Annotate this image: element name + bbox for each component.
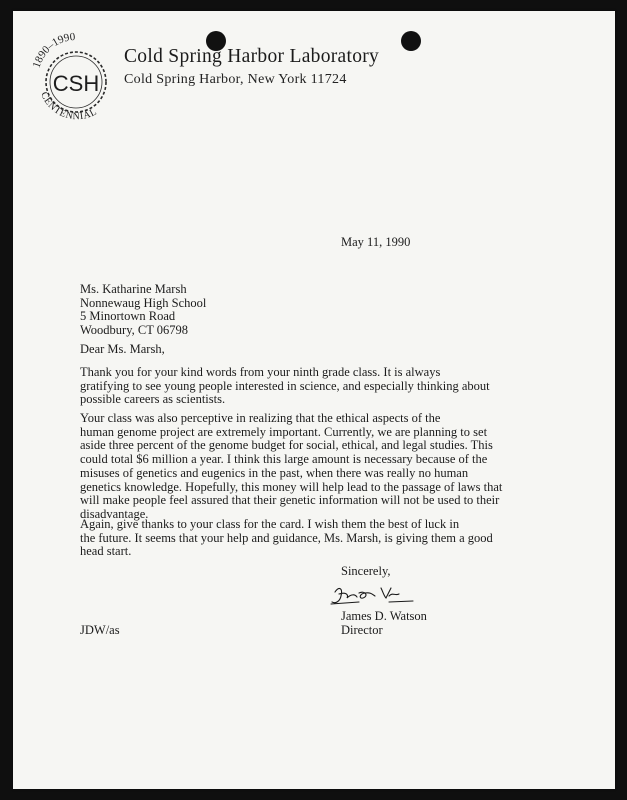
recipient-line: Ms. Katharine Marsh xyxy=(80,282,187,296)
body-paragraph: Again, give thanks to your class for the card. I wish them the best of luck in the future. It seems that your help and guidance, Ms. Marsh, is giving them a good head start. xyxy=(80,517,493,559)
punch-hole-right xyxy=(401,31,421,51)
body-paragraph: Thank you for your kind words from your ninth grade class. It is always gratifying to see young people interested in science, and especially thinking about possible careers as scientists. xyxy=(80,365,490,407)
organization-address: Cold Spring Harbor, New York 11724 xyxy=(124,72,347,87)
recipient-line: 5 Minortown Road xyxy=(80,309,176,324)
seal-initials: CSH xyxy=(52,71,100,96)
salutation: Dear Ms. Marsh, xyxy=(80,342,165,356)
letter-date: May 11, 1990 xyxy=(341,235,411,249)
recipient-line: Woodbury, CT 06798 xyxy=(80,323,189,338)
typist-initials: JDW/as xyxy=(80,623,120,637)
centennial-seal-logo xyxy=(26,30,126,130)
seal-years: 1890–1990 xyxy=(30,30,76,70)
svg-text:1890–1990 xyxy=(31,31,77,70)
body-paragraph: Your class was also perceptive in realizing that the ethical aspects of the human genome project are extremely important. Currently, we are planning to set aside three percent of the genome budget for social, ethical, and legal studies. This could total $6 million a year. I think this large amount is necessary because of the misuses of genetics and eugenics in the past, when there was really no human genetics knowledge. Hopefully, this money will help lead to the passage of laws that will make people feel assured that their genetic information will not be used to their disadvantage. xyxy=(80,411,503,521)
closing: Sincerely, xyxy=(341,564,391,578)
recipient-block xyxy=(80,283,206,338)
organization-name: Cold Spring Harbor Laboratory xyxy=(124,46,380,67)
signer-title: Director xyxy=(341,623,383,637)
seal-centennial-label: CENTENNIAL xyxy=(38,90,99,123)
signer-name: James D. Watson xyxy=(341,609,427,623)
recipient-line: Nonnewaug High School xyxy=(80,295,207,310)
signature-image xyxy=(329,580,414,610)
